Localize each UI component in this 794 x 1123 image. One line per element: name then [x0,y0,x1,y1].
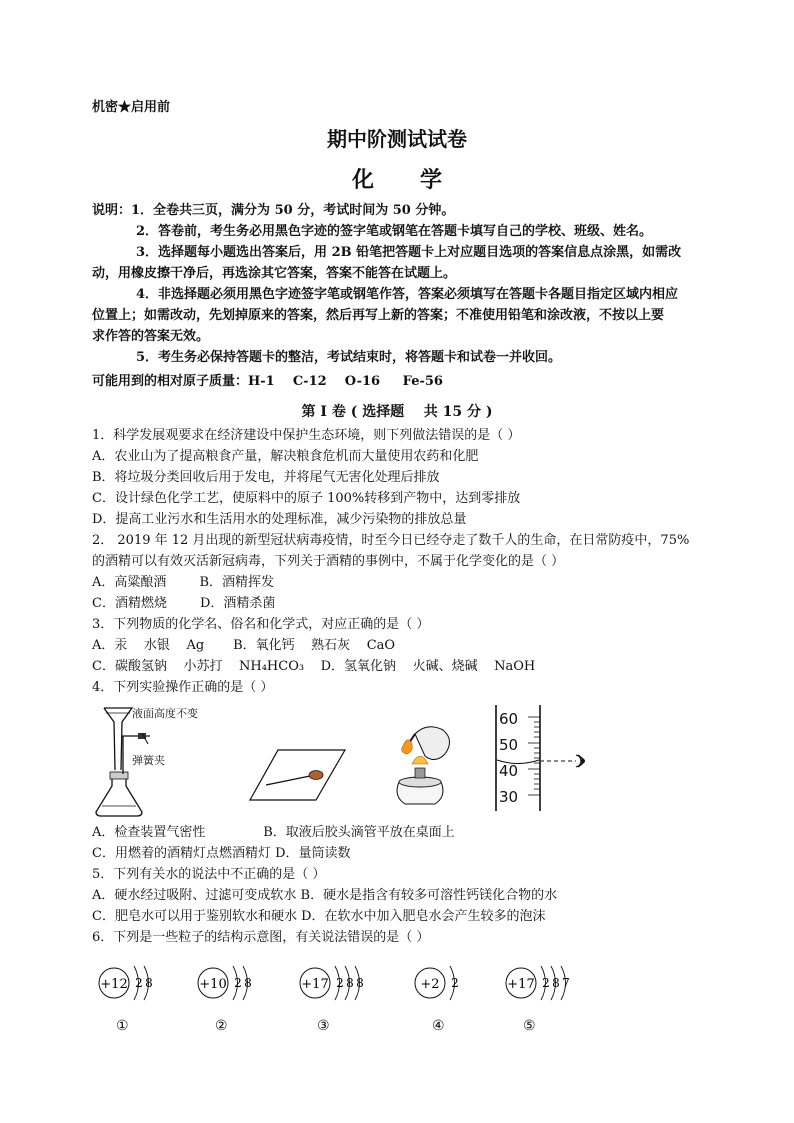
figure-alcohol-lamp [385,720,465,810]
electron-count: 2 [542,976,550,990]
section-title: 第 I 卷 ( 选择题 共 15 分 ) [301,404,493,420]
electron-count: 2 [336,976,344,990]
electron-count: 8 [552,976,560,990]
q5-stem: 5．下列有关水的说法中不正确的是（ ） [92,867,326,882]
cylinder-tick-30: 30 [499,788,519,806]
q2-stem-2: 的酒精可以有效灭活新冠病毒，下列关于酒精的事例中，不属于化学变化的是（ ） [92,554,565,569]
cylinder-tick-50: 50 [499,736,519,754]
q3-stem: 3．下列物质的化学名、俗名和化学式，对应正确的是（ ） [92,617,430,632]
electron-count: 7 [562,976,570,990]
particle-diagram-5 [503,958,593,1008]
instruction-1: 说明：1．全卷共三页，满分为 50 分，考试时间为 50 分钟。 [92,203,455,218]
q1-stem: 1．科学发展观要求在经济建设中保护生态环境，则下列做法错误的是（ ） [92,428,521,443]
instruction-4a: 4．非选择题必须用黑色字迹签字笔或钢笔作答，答案必须填写在答题卡各题目指定区域内相应 [136,287,679,302]
particle-diagram-4 [412,958,502,1008]
exam-title: 期中阶测试试卷 [327,127,467,151]
electron-count: 8 [244,976,252,990]
q4-stem: 4．下列实验操作正确的是（ ） [92,680,274,695]
q1-option-b: B．将垃圾分类回收后用于发电，并将尾气无害化处理后排放 [92,470,440,485]
electron-count: 2 [135,976,143,990]
q5-options-cd: C．肥皂水可以用于鉴别软水和硬水 D．在软水中加入肥皂水会产生较多的泡沫 [92,909,546,924]
instruction-4c: 求作答的答案无效。 [92,329,210,344]
electron-count: 2 [234,976,242,990]
q1-option-c: C．设计绿色化学工艺，使原料中的原子 100%转移到产物中，达到零排放 [92,491,521,506]
instruction-3b: 动，用橡皮擦干净后，再选涂其它答案，答案不能答在试题上。 [92,266,457,281]
electron-count: 2 [451,976,459,990]
nucleus-charge: +17 [301,977,329,992]
confidential-mark: 机密★启用前 [92,100,171,115]
q2-options-ab: A．高粱酿酒 B．酒精挥发 [92,575,275,590]
instruction-5: 5．考生务必保持答题卡的整洁，考试结束时，将答题卡和试卷一并收回。 [136,350,562,365]
nucleus-charge: +12 [100,977,128,992]
q2-stem-1: 2． 2019 年 12 月出现的新型冠状病毒疫情，时至今日已经夺走了数千人的生命，在日常防疫中，75% [92,533,690,548]
q3-options-ab: A．汞 水银 Ag B．氧化钙 熟石灰 CaO [92,638,396,653]
nucleus-charge: +10 [199,977,227,992]
instruction-3a: 3．选择题每小题选出答案后，用 2B 铅笔把答题卡上对应题目选项的答案信息点涂黑，如需改 [136,245,682,260]
subject-title: 化 学 [352,167,442,193]
q6-stem: 6．下列是一些粒子的结构示意图，有关说法错误的是（ ） [92,930,430,945]
electron-count: 8 [356,976,364,990]
particle-diagram-3 [297,958,387,1008]
atomic-masses: 可能用到的相对原子质量：H-1 C-12 O-16 Fe-56 [92,374,443,389]
particle-diagram-1 [96,958,186,1008]
label-spring-clip: 弹簧夹 [132,754,165,767]
q1-option-d: D．提高工业污水和生活用水的处理标准，减少污染物的排放总量 [92,512,467,527]
figure-dropper-on-table [248,745,348,805]
q3-options-cd: C．碳酸氢钠 小苏打 NH₄HCO₃ D．氢氧化钠 火碱、烧碱 NaOH [92,659,536,674]
electron-count: 8 [145,976,153,990]
particle-label-5: ⑤ [523,1018,536,1034]
particle-label-4: ④ [432,1018,445,1034]
particle-label-2: ② [215,1018,228,1034]
particle-label-3: ③ [317,1018,330,1034]
electron-count: 8 [346,976,354,990]
nucleus-charge: +17 [507,977,535,992]
label-liquid-level: 液面高度不变 [132,707,198,720]
particle-diagram-2 [195,958,285,1008]
q2-options-cd: C．酒精燃烧 D．酒精杀菌 [92,596,276,611]
nucleus-charge: +2 [420,977,440,992]
instruction-4b: 位置上；如需改动，先划掉原来的答案，然后再写上新的答案；不准使用铅笔和涂改液，不按以上要 [92,308,665,323]
cylinder-tick-40: 40 [499,762,519,780]
q1-option-a: A．农业山为了提高粮食产量，解决粮食危机而大量使用农药和化肥 [92,449,479,464]
instruction-2: 2．答卷前，考生务必用黑色字迹的签字笔或钢笔在答题卡填写自己的学校、班级、姓名。 [136,224,653,239]
particle-label-1: ① [116,1018,129,1034]
q4-options-cd: C．用燃着的酒精灯点燃酒精灯 D．量筒读数 [92,846,351,861]
cylinder-tick-60: 60 [499,710,519,728]
q4-options-ab: A．检查装置气密性 B．取液后胶头滴管平放在桌面上 [92,825,455,840]
q5-options-ab: A．硬水经过吸附、过滤可变成软水 B．硬水是指含有较多可溶性钙镁化合物的水 [92,888,558,903]
